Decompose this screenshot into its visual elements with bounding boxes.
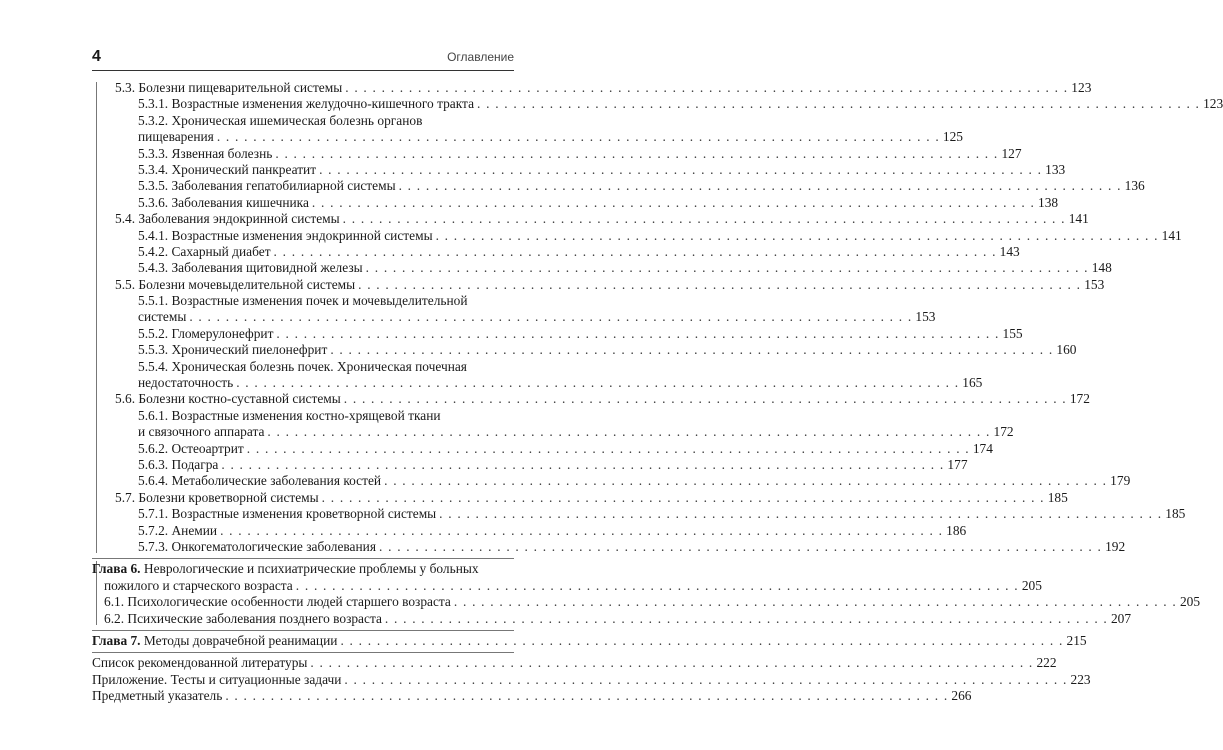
leader-dots: . . . . . . . . . . . . . . . . . . . . . . . . . . . . . . . . . . . . . . . . . . . . . . . . . . . . . . . . . . . . . . . . . . . . . . . . . . . . . . . . — [216, 129, 940, 145]
toc-entry-title: 5.3.5. Заболевания гепатобилиарной системы — [138, 178, 396, 194]
toc-page-number: 177 — [947, 456, 968, 472]
leader-dots: . . . . . . . . . . . . . . . . . . . . . . . . . . . . . . . . . . . . . . . . . . . . . . . . . . . . . . . . . . . . . . . . . . . . . . . . . . . . . . . . — [310, 655, 1034, 671]
toc-page-number: 160 — [1056, 342, 1077, 358]
toc-entry-title-cont: пожилого и старческого возраста — [104, 577, 293, 593]
toc-page-number: 205 — [1179, 594, 1201, 610]
toc-entry-6-1 — [92, 594, 1201, 610]
toc-entry-5-4 — [103, 211, 1089, 227]
toc-entry-5-3-5 — [103, 178, 1145, 194]
leader-dots: . . . . . . . . . . . . . . . . . . . . . . . . . . . . . . . . . . . . . . . . . . . . . . . . . . . . . . . . . . . . . . . . . . . . . . . . . . . . . . . . — [345, 80, 1069, 95]
toc-page-number: 223 — [1070, 671, 1091, 687]
toc-entry-title: 5.4.1. Возрастные изменения эндокринной системы — [138, 227, 433, 243]
toc-entry-5-7-1 — [103, 506, 1186, 522]
toc-group-back-matter — [92, 652, 1091, 704]
toc-entry-5-7 — [103, 489, 1068, 506]
toc-page-number: 205 — [1021, 577, 1042, 593]
toc-entry-5-3-2 — [103, 112, 963, 146]
leader-dots: . . . . . . . . . . . . . . . . . . . . . . . . . . . . . . . . . . . . . . . . . . . . . . . . . . . . . . . . . . . . . . . . . . . . . . . . . . . . . . . . — [343, 391, 1067, 407]
toc-entry-5-3-3 — [103, 145, 1022, 162]
leader-dots: . . . . . . . . . . . . . . . . . . . . . . . . . . . . . . . . . . . . . . . . . . . . . . . . . . . . . . . . . . . . . . . . . . . . . . . . . . . . . . . . — [295, 577, 1019, 593]
toc-page-number: 185 — [1047, 489, 1068, 505]
header-rule — [92, 70, 514, 71]
toc-entry-title: Методы доврачебной реанимации — [143, 632, 338, 648]
toc-entry-5-5 — [103, 276, 1105, 293]
leader-dots: . . . . . . . . . . . . . . . . . . . . . . . . . . . . . . . . . . . . . . . . . . . . . . . . . . . . . . . . . . . . . . . . . . . . . . . . . . . . . . . . — [275, 145, 999, 161]
leader-dots: . . . . . . . . . . . . . . . . . . . . . . . . . . . . . . . . . . . . . . . . . . . . . . . . . . . . . . . . . . . . . . . . . . . . . . . . . . . . . . . . — [276, 325, 1000, 341]
toc-page-number: 186 — [946, 522, 967, 538]
toc-entry-title: 5.6.3. Подагра — [138, 456, 219, 472]
page-header — [92, 47, 514, 67]
toc-entry-title: 5.7. Болезни кроветворной системы — [115, 489, 319, 505]
toc-entry-title: 5.5.1. Возрастные изменения почек и мочевыделительной — [138, 293, 468, 309]
toc-page-number: 165 — [962, 375, 983, 391]
leader-dots: . . . . . . . . . . . . . . . . . . . . . . . . . . . . . . . . . . . . . . . . . . . . . . . . . . . . . . . . . . . . . . . . . . . . . . . . . . . . . . . . — [330, 342, 1054, 358]
toc-entry-title: 5.6.2. Остеоартрит — [138, 440, 244, 456]
toc-entry-6-2 — [92, 610, 1132, 627]
toc-entry-5-6-2 — [103, 440, 993, 457]
toc-entry-title: Предметный указатель — [92, 688, 223, 704]
leader-dots: . . . . . . . . . . . . . . . . . . . . . . . . . . . . . . . . . . . . . . . . . . . . . . . . . . . . . . . . . . . . . . . . . . . . . . . . . . . . . . . . — [273, 243, 997, 259]
toc-entry-title: Список рекомендованной литературы — [92, 655, 308, 671]
toc-entry-title: 5.7.1. Возрастные изменения кроветворной системы — [138, 506, 437, 522]
toc-entry-title: 5.5.3. Хронический пиелонефрит — [138, 342, 328, 358]
toc-page-number: 143 — [999, 243, 1020, 259]
toc-entry-title: 5.4.3. Заболевания щитовидной железы — [138, 260, 363, 276]
toc-page-number: 207 — [1110, 610, 1132, 626]
page-number: 4 — [92, 48, 101, 65]
leader-dots: . . . . . . . . . . . . . . . . . . . . . . . . . . . . . . . . . . . . . . . . . . . . . . . . . . . . . . . . . . . . . . . . . . . . . . . . . . . . . . . . — [246, 440, 970, 456]
toc-page-number: 215 — [1066, 632, 1087, 648]
toc-entry-title: 5.3.1. Возрастные изменения желудочно-кишечного тракта — [138, 96, 475, 112]
leader-dots: . . . . . . . . . . . . . . . . . . . . . . . . . . . . . . . . . . . . . . . . . . . . . . . . . . . . . . . . . . . . . . . . . . . . . . . . . . . . . . . . — [311, 194, 1035, 210]
toc-page-number: 179 — [1110, 473, 1131, 489]
toc-entry-title: 5.5.2. Гломерулонефрит — [138, 325, 274, 341]
toc-entry-subject-index — [92, 688, 972, 704]
toc-entry-5-3-4 — [103, 161, 1066, 178]
toc-entry-chapter-7 — [92, 632, 1087, 649]
toc-entry-5-6-1 — [103, 407, 1014, 441]
leader-dots: . . . . . . . . . . . . . . . . . . . . . . . . . . . . . . . . . . . . . . . . . . . . . . . . . . . . . . . . . . . . . . . . . . . . . . . . . . . . . . . . — [379, 538, 1103, 554]
toc-page-number: 172 — [993, 424, 1014, 440]
leader-dots: . . . . . . . . . . . . . . . . . . . . . . . . . . . . . . . . . . . . . . . . . . . . . . . . . . . . . . . . . . . . . . . . . . . . . . . . . . . . . . . . — [225, 688, 949, 704]
toc-group-chapter-7 — [92, 630, 1087, 649]
toc-entry-5-6-4 — [103, 473, 1131, 489]
toc-page-number: 153 — [1084, 276, 1105, 292]
toc-entry-5-5-2 — [103, 325, 1023, 342]
leader-dots: . . . . . . . . . . . . . . . . . . . . . . . . . . . . . . . . . . . . . . . . . . . . . . . . . . . . . . . . . . . . . . . . . . . . . . . . . . . . . . . . — [453, 594, 1177, 610]
toc-entry-5-7-2 — [103, 522, 967, 539]
leader-dots: . . . . . . . . . . . . . . . . . . . . . . . . . . . . . . . . . . . . . . . . . . . . . . . . . . . . . . . . . . . . . . . . . . . . . . . . . . . . . . . . — [340, 632, 1064, 648]
toc-entry-title: 6.1. Психологические особенности людей старшего возраста — [104, 594, 451, 610]
toc-entry-title: 5.6.4. Метаболические заболевания костей — [138, 473, 382, 489]
leader-dots: . . . . . . . . . . . . . . . . . . . . . . . . . . . . . . . . . . . . . . . . . . . . . . . . . . . . . . . . . . . . . . . . . . . . . . . . . . . . . . . . — [477, 96, 1201, 112]
leader-dots: . . . . . . . . . . . . . . . . . . . . . . . . . . . . . . . . . . . . . . . . . . . . . . . . . . . . . . . . . . . . . . . . . . . . . . . . . . . . . . . . — [236, 375, 960, 391]
toc-entry-title-cont: пищеварения — [138, 129, 214, 145]
toc-entry-5-5-1 — [103, 293, 936, 326]
toc-entry-title: 5.7.2. Анемии — [138, 522, 218, 538]
toc-entry-title: 5.6. Болезни костно-суставной системы — [115, 391, 341, 407]
toc-entry-title: 5.4. Заболевания эндокринной системы — [115, 211, 340, 227]
toc-entry-appendix — [92, 671, 1091, 688]
toc-entry-title: 5.5.4. Хроническая болезнь почек. Хроническая почечная — [138, 358, 467, 374]
leader-dots: . . . . . . . . . . . . . . . . . . . . . . . . . . . . . . . . . . . . . . . . . . . . . . . . . . . . . . . . . . . . . . . . . . . . . . . . . . . . . . . . — [435, 227, 1159, 243]
toc-page-number: 185 — [1165, 506, 1186, 522]
toc-entry-title: 5.5. Болезни мочевыделительной системы — [115, 276, 356, 292]
toc-entry-title: 5.6.1. Возрастные изменения костно-хрящевой ткани — [138, 407, 441, 423]
toc-entry-references — [92, 655, 1057, 671]
toc-entry-5-6 — [103, 391, 1090, 407]
leader-dots: . . . . . . . . . . . . . . . . . . . . . . . . . . . . . . . . . . . . . . . . . . . . . . . . . . . . . . . . . . . . . . . . . . . . . . . . . . . . . . . . — [384, 473, 1108, 489]
toc-page-number: 155 — [1002, 325, 1023, 341]
toc-page-number: 127 — [1001, 145, 1022, 161]
toc-page-number: 138 — [1038, 194, 1059, 210]
toc-entry-title-cont: системы — [138, 309, 187, 325]
toc-entry-5-3-1 — [103, 96, 1223, 112]
toc-page-number: 125 — [942, 129, 963, 145]
leader-dots: . . . . . . . . . . . . . . . . . . . . . . . . . . . . . . . . . . . . . . . . . . . . . . . . . . . . . . . . . . . . . . . . . . . . . . . . . . . . . . . . — [384, 610, 1108, 626]
toc-entry-title: 5.3.4. Хронический панкреатит — [138, 161, 317, 177]
toc-page-number: 123 — [1071, 80, 1092, 95]
toc-entry-title-cont: недостаточность — [138, 375, 234, 391]
toc-chapter-label: Глава 7. — [92, 632, 141, 648]
leader-dots: . . . . . . . . . . . . . . . . . . . . . . . . . . . . . . . . . . . . . . . . . . . . . . . . . . . . . . . . . . . . . . . . . . . . . . . . . . . . . . . . — [319, 161, 1043, 177]
toc-entry-title: 5.3.3. Язвенная болезнь — [138, 145, 273, 161]
toc-page-number: 141 — [1068, 211, 1089, 227]
toc-page-number: 222 — [1036, 655, 1057, 671]
toc-entry-5-6-3 — [103, 456, 968, 473]
leader-dots: . . . . . . . . . . . . . . . . . . . . . . . . . . . . . . . . . . . . . . . . . . . . . . . . . . . . . . . . . . . . . . . . . . . . . . . . . . . . . . . . — [365, 260, 1089, 276]
toc-entry-title: Неврологические и психиатрические проблемы у больных — [143, 561, 479, 577]
toc-entry-title: 5.7.3. Онкогематологические заболевания — [138, 538, 376, 554]
toc-chapter-line — [92, 561, 514, 577]
toc-page-number: 148 — [1091, 260, 1112, 276]
toc-entry-title: 5.4.2. Сахарный диабет — [138, 243, 271, 259]
toc-entry-5-4-3 — [103, 260, 1112, 276]
toc-entry-title: 5.3. Болезни пищеварительной системы — [115, 80, 343, 95]
toc-group-chapter-6 — [92, 558, 1201, 627]
leader-dots: . . . . . . . . . . . . . . . . . . . . . . . . . . . . . . . . . . . . . . . . . . . . . . . . . . . . . . . . . . . . . . . . . . . . . . . . . . . . . . . . — [267, 424, 991, 440]
toc-entry-5-4-2 — [103, 243, 1020, 260]
toc-entry-5-7-3 — [103, 538, 1126, 555]
leader-dots: . . . . . . . . . . . . . . . . . . . . . . . . . . . . . . . . . . . . . . . . . . . . . . . . . . . . . . . . . . . . . . . . . . . . . . . . . . . . . . . . — [220, 522, 944, 538]
toc-chapter-line — [92, 633, 337, 649]
toc-entry-5-4-1 — [103, 227, 1182, 244]
toc-entry-title: Приложение. Тесты и ситуационные задачи — [92, 671, 342, 687]
leader-dots: . . . . . . . . . . . . . . . . . . . . . . . . . . . . . . . . . . . . . . . . . . . . . . . . . . . . . . . . . . . . . . . . . . . . . . . . . . . . . . . . — [321, 489, 1045, 505]
leader-dots: . . . . . . . . . . . . . . . . . . . . . . . . . . . . . . . . . . . . . . . . . . . . . . . . . . . . . . . . . . . . . . . . . . . . . . . . . . . . . . . . — [439, 506, 1163, 522]
leader-dots: . . . . . . . . . . . . . . . . . . . . . . . . . . . . . . . . . . . . . . . . . . . . . . . . . . . . . . . . . . . . . . . . . . . . . . . . . . . . . . . . — [358, 276, 1082, 292]
toc-page-number: 141 — [1161, 227, 1182, 243]
toc-page-number: 192 — [1105, 538, 1126, 554]
leader-dots: . . . . . . . . . . . . . . . . . . . . . . . . . . . . . . . . . . . . . . . . . . . . . . . . . . . . . . . . . . . . . . . . . . . . . . . . . . . . . . . . — [189, 309, 913, 325]
leader-dots: . . . . . . . . . . . . . . . . . . . . . . . . . . . . . . . . . . . . . . . . . . . . . . . . . . . . . . . . . . . . . . . . . . . . . . . . . . . . . . . . — [221, 456, 945, 472]
toc-chapter-label: Глава 6. — [92, 561, 141, 577]
toc-page-number: 123 — [1203, 96, 1223, 112]
toc-entry-chapter-6 — [92, 561, 1042, 594]
toc-page-number: 174 — [972, 440, 993, 456]
toc-entry-5-3 — [103, 80, 1092, 96]
toc-entry-title-cont: и связочного аппарата — [138, 424, 265, 440]
toc-page-number: 266 — [951, 688, 972, 704]
leader-dots: . . . . . . . . . . . . . . . . . . . . . . . . . . . . . . . . . . . . . . . . . . . . . . . . . . . . . . . . . . . . . . . . . . . . . . . . . . . . . . . . — [344, 671, 1068, 687]
toc-entry-5-5-4 — [103, 358, 983, 392]
toc-entry-5-5-3 — [103, 342, 1077, 358]
toc-page-number: 172 — [1069, 391, 1090, 407]
leader-dots: . . . . . . . . . . . . . . . . . . . . . . . . . . . . . . . . . . . . . . . . . . . . . . . . . . . . . . . . . . . . . . . . . . . . . . . . . . . . . . . . — [342, 211, 1066, 227]
toc-entry-title: 5.3.6. Заболевания кишечника — [138, 194, 309, 210]
toc-entry-5-3-6 — [103, 194, 1059, 211]
toc-entry-title: 6.2. Психические заболевания позднего возраста — [104, 610, 382, 626]
table-of-contents — [92, 80, 1223, 704]
toc-page-number: 153 — [915, 309, 936, 325]
toc-page-number: 133 — [1045, 161, 1066, 177]
toc-entry-title: 5.3.2. Хроническая ишемическая болезнь органов — [138, 112, 423, 128]
leader-dots: . . . . . . . . . . . . . . . . . . . . . . . . . . . . . . . . . . . . . . . . . . . . . . . . . . . . . . . . . . . . . . . . . . . . . . . . . . . . . . . . — [398, 178, 1122, 194]
toc-page-number: 136 — [1124, 178, 1145, 194]
running-title: Оглавление — [447, 50, 514, 64]
toc-group-5-3 — [92, 80, 1223, 555]
